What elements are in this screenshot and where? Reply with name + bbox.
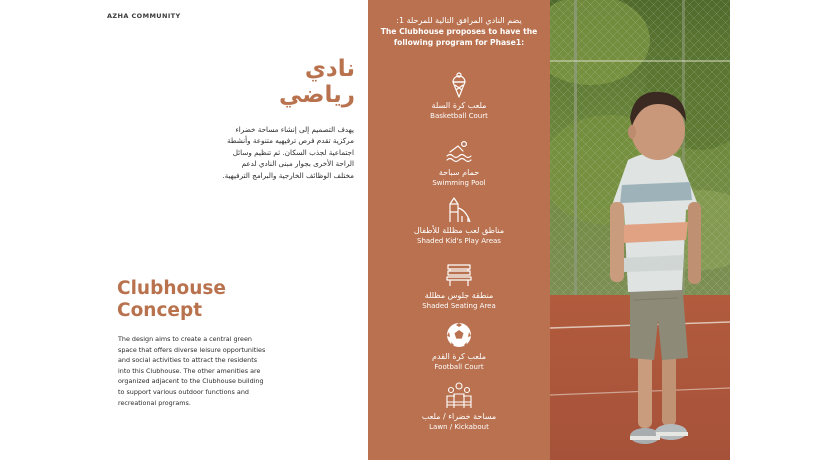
swimmer-icon bbox=[444, 136, 474, 166]
amenity-label-english: Lawn / Kickabout bbox=[429, 423, 489, 431]
amenity-basketball-court bbox=[368, 69, 550, 121]
amenity-label-english: Shaded Kid's Play Areas bbox=[417, 237, 501, 245]
amenity-label-arabic: مناطق لعب مظللة للأطفال bbox=[413, 226, 505, 235]
arabic-title-line-2: رياضي bbox=[278, 82, 355, 108]
amenity-label-arabic: ملعب كرة السلة bbox=[431, 101, 487, 110]
child-on-court-photo bbox=[550, 0, 730, 460]
arabic-title-line-1: نادي bbox=[304, 56, 355, 82]
program-intro-english-line-2: following program for Phase1: bbox=[393, 38, 525, 47]
play-structure-icon bbox=[444, 194, 474, 224]
soccer-ball-icon bbox=[444, 320, 474, 350]
amenity-label-arabic: منطقة جلوس مظللة bbox=[424, 291, 494, 300]
amenity-label-english: Shaded Seating Area bbox=[422, 302, 496, 310]
program-intro bbox=[368, 15, 550, 48]
bench-icon bbox=[444, 259, 474, 289]
amenity-label-arabic: حمام سباحة bbox=[438, 168, 480, 177]
photo-illustration bbox=[550, 0, 730, 460]
program-intro-arabic: يضم النادي المرافق التالية للمرحلة 1: bbox=[396, 16, 522, 25]
amenity-label-arabic: ملعب كرة القدم bbox=[431, 352, 486, 361]
amenity-swimming-pool bbox=[368, 136, 550, 188]
english-title-line-1: Clubhouse bbox=[117, 278, 226, 299]
program-intro-english-line-1: The Clubhouse proposes to have the bbox=[380, 27, 538, 36]
amenity-kids-play-area bbox=[368, 194, 550, 246]
amenity-lawn-kickabout bbox=[368, 380, 550, 432]
amenity-shaded-seating-area bbox=[368, 259, 550, 311]
arabic-description: يهدف التصميم إلى إنشاء مساحة خضراء مركزية تقدم فرص ترفيهيه متنوعة وأنشطة اجتماعية لجذب السكان. ثم تنظيم وسائل الراحة الأخرى بجوار مبنى النادي لدعم مختلف الوظائف الخارجية والبرامج الترفيهية. bbox=[222, 125, 354, 180]
amenity-football-court bbox=[368, 320, 550, 372]
amenity-label-english: Football Court bbox=[434, 363, 484, 371]
amenity-label-english: Swimming Pool bbox=[432, 179, 486, 187]
amenity-label-arabic: مساحة خضراء / ملعب bbox=[421, 412, 497, 421]
brand-name: AZHA COMMUNITY bbox=[107, 12, 181, 20]
amenity-label-english: Basketball Court bbox=[430, 112, 488, 120]
english-title-line-2: Concept bbox=[117, 300, 203, 321]
people-lawn-icon bbox=[444, 380, 474, 410]
english-description: The design aims to create a central green space that offers diverse leisure opportunities and social activities to attract the residents into this Clubhouse. The other amenities are organized adjacent to the Clubhouse building to support various outdoor functions and recreational programs. bbox=[118, 335, 266, 407]
english-title bbox=[117, 278, 277, 322]
ice-cream-icon bbox=[444, 69, 474, 99]
program-panel bbox=[368, 0, 550, 460]
arabic-title bbox=[250, 56, 355, 108]
